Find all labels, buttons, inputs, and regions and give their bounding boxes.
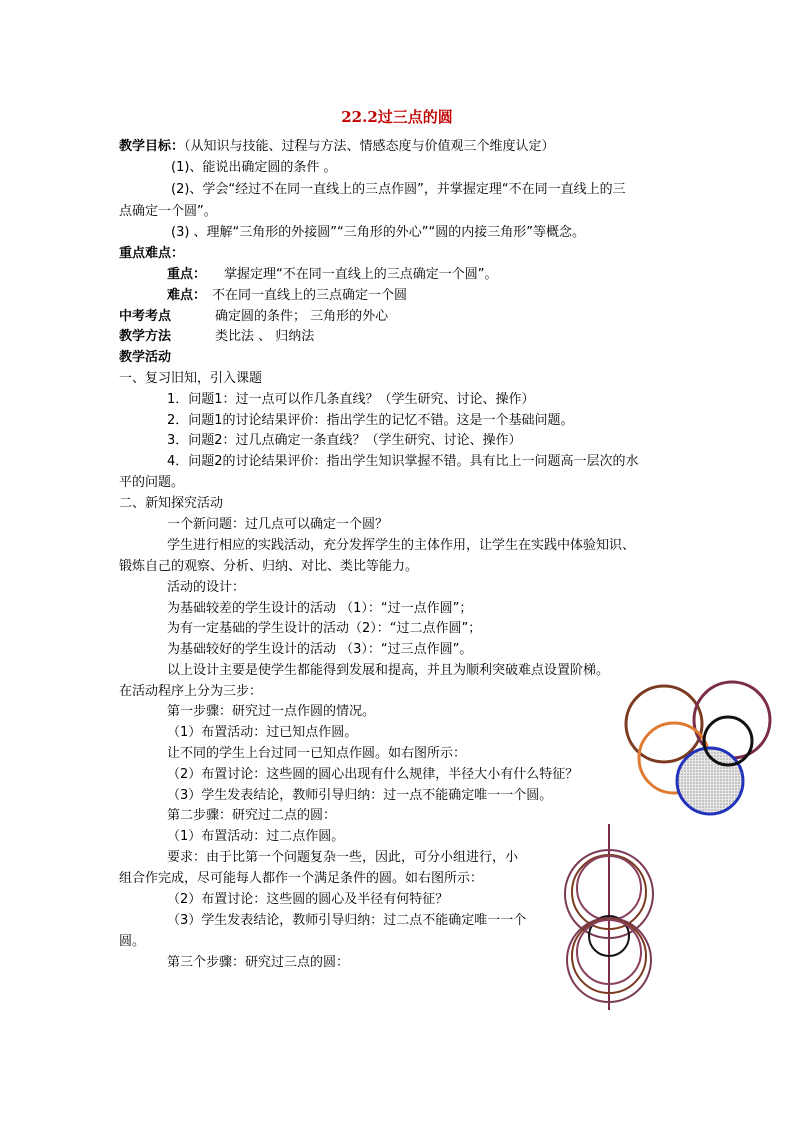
goal-item-2b: 点确定一个圆”。: [119, 204, 217, 219]
key-label: 重点：: [167, 267, 207, 282]
step2-item1: （1）布置活动：过二点作圆。: [167, 829, 345, 844]
goals-line: [119, 137, 555, 157]
exam-text: 确定圆的条件； 三角形的外心: [215, 309, 389, 324]
design-3: 为基础较好的学生设计的活动 （3）：“过三点作圆”。: [167, 642, 473, 657]
section2-p2b: 锻炼自己的观察、分析、归纳、对比、类比等能力。: [119, 559, 419, 574]
section2-p1: 一个新问题：过几点可以确定一个圆？: [167, 517, 389, 532]
method-line: [119, 327, 314, 347]
method-label: 教学方法: [119, 329, 172, 344]
section2-p2a: 学生进行相应的实践活动，充分发挥学生的主体作用，让学生在实践中体验知识、: [167, 538, 636, 553]
goal-item-3: (3) 、理解“三角形的外接圆”“三角形的外心”“圆的内接三角形”等概念。: [171, 225, 585, 240]
step3-heading: 第三个步骤：研究过三点的圆：: [167, 955, 350, 970]
section1-q1: 1．问题1：过一点可以作几条直线？（学生研究、讨论、操作）: [167, 392, 535, 407]
step2-item3: （2）布置讨论：这些圆的圆心及半径有何特征？: [167, 892, 449, 907]
key-point-line: [167, 265, 498, 285]
step1-item3: （2）布置讨论：这些圆的圆心出现有什么规律，半径大小有什么特征？: [167, 767, 579, 782]
section2-p4a: 以上设计主要是使学生都能得到发展和提高，并且为顺利突破难点设置阶梯。: [167, 663, 610, 678]
design-2: 为有一定基础的学生设计的活动（2）：“过二点作圆”；: [167, 621, 482, 636]
section1-q3: 3．问题2：过几点确定一条直线？（学生研究、讨论、操作）: [167, 433, 522, 448]
step2-item4a: （3）学生发表结论，教师引导归纳：过二点不能确定唯一一个: [167, 913, 527, 928]
two-point-circles-figure: [558, 822, 668, 1012]
page-title: 22.2过三点的圆: [341, 108, 453, 126]
section1-heading: 一、复习旧知，引入课题: [119, 371, 263, 386]
difficulty-text: 不在同一直线上的三点确定一个圆: [212, 288, 408, 303]
goals-intro: （从知识与技能、过程与方法、情感态度与价值观三个维度认定）: [184, 139, 555, 154]
section1-q2: 2．问题1的讨论结果评价：指出学生的记忆不错。这是一个基础问题。: [167, 413, 574, 428]
goals-label: 教学目标：: [119, 139, 185, 154]
section2-p4b: 在活动程序上分为三步：: [119, 684, 263, 699]
section2-heading: 二、新知探究活动: [119, 496, 224, 511]
step1-item4: （3）学生发表结论，教师引导归纳：过一点不能确定唯一一个圆。: [167, 788, 553, 803]
exam-line: [119, 307, 388, 327]
step2-item4b: 圆。: [119, 934, 146, 949]
section1-q4a: 4．问题2的讨论结果评价：指出学生知识掌握不错。具有比上一问题高一层次的水: [167, 454, 639, 469]
key-points-label: 重点难点：: [119, 246, 185, 261]
goal-item-1: (1)、能说出确定圆的条件 。: [171, 160, 337, 175]
step2-heading: 第二步骤：研究过二点的圆：: [167, 808, 337, 823]
goal-item-2a: (2)、学会“经过不在同一直线上的三点作圆”，并掌握定理“不在同一直线上的三: [171, 182, 626, 197]
exam-label: 中考考点: [119, 309, 172, 324]
design-1: 为基础较差的学生设计的活动 （1）：“过一点作圆”；: [167, 601, 473, 616]
step1-heading: 第一步骤：研究过一点作圆的情况。: [167, 704, 376, 719]
key-text: 掌握定理“不在同一直线上的三点确定一个圆”。: [224, 267, 498, 282]
difficulty-line: [167, 286, 407, 306]
step2-item2b: 组合作完成，尽可能每人都作一个满足条件的圆。如右图所示：: [119, 871, 484, 886]
one-point-circles-figure: [618, 674, 778, 824]
step2-item2a: 要求：由于比第一个问题复杂一些，因此，可分小组进行，小: [167, 850, 519, 865]
step1-item2: 让不同的学生上台过同一已知点作圆。如右图所示：: [167, 746, 467, 761]
difficulty-label: 难点：: [167, 288, 207, 303]
activity-label: 教学活动: [119, 350, 172, 365]
section1-q4b: 平的问题。: [119, 475, 185, 490]
method-text: 类比法 、 归纳法: [215, 329, 315, 344]
section2-p3: 活动的设计：: [167, 580, 246, 595]
step1-item1: （1）布置活动：过已知点作圆。: [167, 725, 358, 740]
